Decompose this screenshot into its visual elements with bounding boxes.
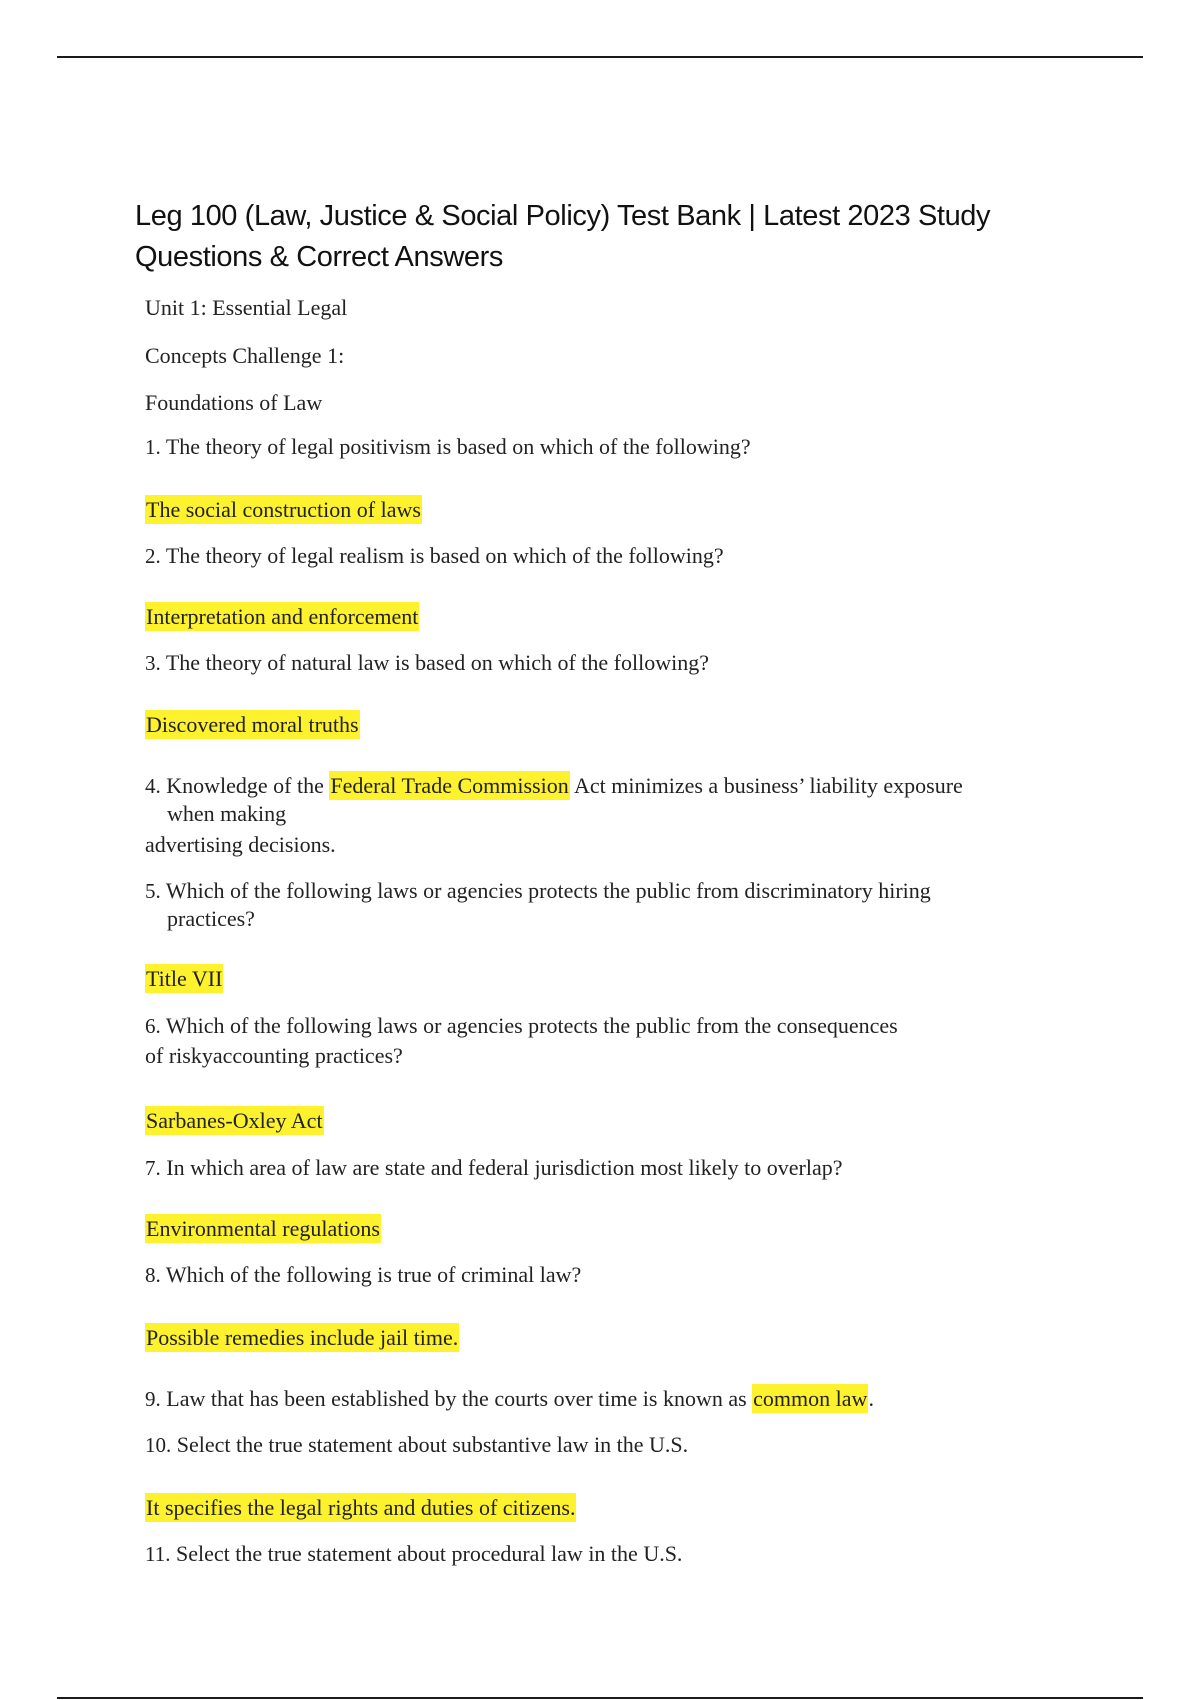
question-text-before: Knowledge of the (166, 773, 324, 798)
question-7 (145, 1153, 843, 1183)
question-2 (145, 541, 724, 571)
question-text: Which of the following laws or agencies protects the public from discriminatory hiring (165, 878, 931, 903)
answer-3 (145, 710, 360, 739)
question-text: Select the true statement about procedural law in the U.S. (175, 1541, 683, 1566)
answer-highlight: Possible remedies include jail time. (146, 1325, 459, 1350)
answer-highlight: Sarbanes-Oxley Act (146, 1108, 323, 1133)
answer-highlight: The social construction of laws (146, 497, 421, 522)
answer-7 (145, 1214, 381, 1243)
question-number: 2. (145, 544, 161, 568)
question-6 (145, 1011, 898, 1041)
document-title: Leg 100 (Law, Justice & Social Policy) Test Bank | Latest 2023 Study Questions & Correct Answers (135, 200, 991, 273)
answer-5 (145, 964, 223, 993)
question-number: 1. (145, 435, 161, 459)
answer-10 (145, 1493, 576, 1522)
question-text-after: Act minimizes a business’ liability exposure (574, 773, 963, 798)
question-9 (145, 1384, 874, 1414)
question-11 (145, 1539, 682, 1569)
question-number: 10. (145, 1433, 172, 1457)
question-text: The theory of legal positivism is based on which of the following? (165, 434, 751, 459)
answer-highlight: Interpretation and enforcement (146, 604, 419, 629)
question-3 (145, 648, 709, 678)
question-text-before: Law that has been established by the courts over time is known as (166, 1386, 747, 1411)
question-4-line-3: advertising decisions. (145, 832, 336, 857)
question-number: 5. (145, 879, 161, 903)
question-number: 11. (145, 1542, 171, 1566)
unit-line-3: Foundations of Law (145, 390, 323, 415)
inline-highlight: common law (753, 1386, 868, 1411)
bottom-rule (57, 1697, 1143, 1699)
question-text: The theory of legal realism is based on which of the following? (165, 543, 724, 568)
question-number: 6. (145, 1014, 161, 1038)
question-number: 8. (145, 1263, 161, 1287)
question-text: Which of the following laws or agencies protects the public from the consequences (165, 1013, 898, 1038)
question-4-line-2: when making (167, 801, 287, 826)
question-text: The theory of natural law is based on which of the following? (165, 650, 709, 675)
question-text: Which of the following is true of criminal law? (165, 1262, 582, 1287)
question-4 (145, 771, 963, 801)
unit-line-1: Unit 1: Essential Legal (145, 295, 348, 320)
question-number: 7. (145, 1156, 161, 1180)
question-5 (145, 876, 931, 906)
question-1 (145, 432, 751, 462)
question-text: Select the true statement about substantive law in the U.S. (176, 1432, 689, 1457)
answer-highlight: It specifies the legal rights and duties of citizens. (146, 1495, 576, 1520)
question-6-line-2: of riskyaccounting practices? (145, 1043, 403, 1068)
answer-highlight: Environmental regulations (146, 1216, 380, 1241)
question-number: 3. (145, 651, 161, 675)
answer-1 (145, 495, 422, 524)
answer-highlight: Title VII (146, 966, 223, 991)
answer-6 (145, 1106, 324, 1135)
unit-line-2: Concepts Challenge 1: (145, 343, 345, 368)
question-text: In which area of law are state and federal jurisdiction most likely to overlap? (166, 1155, 843, 1180)
answer-2 (145, 602, 419, 631)
inline-highlight: Federal Trade Commission (330, 773, 569, 798)
top-rule (57, 56, 1143, 58)
answer-8 (145, 1323, 459, 1352)
answer-highlight: Discovered moral truths (146, 712, 359, 737)
question-8 (145, 1260, 581, 1290)
question-text-after: . (868, 1386, 874, 1411)
question-number: 9. (145, 1387, 161, 1411)
question-number: 4. (145, 774, 161, 798)
question-5-line-2: practices? (167, 906, 255, 931)
question-10 (145, 1430, 688, 1460)
